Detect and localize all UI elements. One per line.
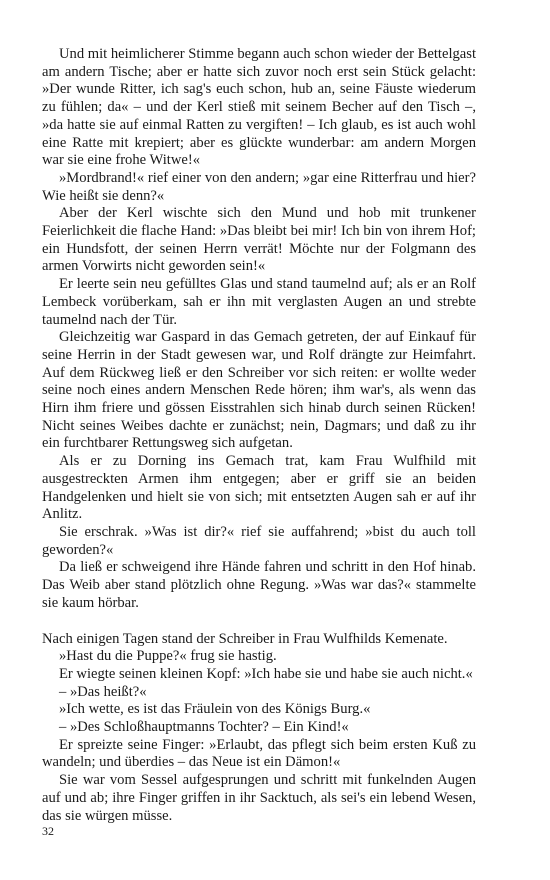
- page-number: 32: [42, 824, 54, 838]
- paragraph: Er spreizte seine Finger: »Erlaubt, das pflegt sich beim ersten Kuß zu wandeln; und überdies – das Neue ist ein Dämon!«: [42, 736, 476, 771]
- paragraph: Und mit heimlicherer Stimme begann auch schon wieder der Bettelgast am andern Tische; aber er hatte sich zuvor noch erst sein Stück gelacht: »Der wunde Ritter, ich sag's euch schon, hub an, seine Fäuste wiederum zu fühlen; da« – und der Kerl stieß mit seinem Becher auf den Tisch –, »da hatte sie auf einmal Ratten zu vergiften! – Ich glaub, es ist auch wohl eine Ratte mit krepiert; aber es glückte wunderbar: am andern Morgen war sie eine frohe Witwe!«: [42, 46, 477, 169]
- paragraph: »Hast du die Puppe?« frug sie hastig.: [59, 648, 277, 665]
- paragraph: Als er zu Dorning ins Gemach trat, kam Frau Wulfhild mit ausgestreckten Armen ihm entgegen; aber er griff sie an beiden Handgelenken und hielt sie von sich; mit entsetzten Augen sah er auf ihr Anlitz.: [42, 453, 476, 523]
- book-page: [42, 46, 476, 826]
- paragraph: »Mordbrand!« rief einer von den andern; »gar eine Ritterfrau und hier? Wie heißt sie denn?«: [42, 169, 476, 204]
- paragraph: Sie erschrak. »Was ist dir?« rief sie auffahrend; »bist du auch toll geworden?«: [42, 523, 476, 558]
- paragraph: Da ließ er schweigend ihre Hände fahren und schritt in den Hof hinab. Das Weib aber stand plötzlich ohne Regung. »Was war das?« stammelte sie kaum hörbar.: [42, 559, 476, 611]
- body-text: [42, 46, 476, 825]
- paragraph: Er leerte sein neu gefülltes Glas und stand taumelnd auf; als er an Rolf Lembeck vorüberkam, sah er ihn mit verglasten Augen an und strebte taumelnd nach der Tür.: [42, 276, 476, 328]
- paragraph: – »Das heißt?«: [59, 683, 147, 700]
- paragraph: – »Des Schloßhauptmanns Tochter? – Ein Kind!«: [59, 719, 349, 736]
- paragraph: Sie war vom Sessel aufgesprungen und schritt mit funkelnden Augen auf und ab; ihre Finger griffen in ihr Sacktuch, als sei's ein lebend Wesen, das sie würgen müsse.: [42, 772, 476, 824]
- paragraph: Gleichzeitig war Gaspard in das Gemach getreten, der auf Einkauf für seine Herrin in der Stadt gewesen war, und Rolf drängte zur Heimfahrt. Auf dem Rückweg ließ er den Schreiber vor sich reiten: er wollte weder seine noch eines andern Menschen Rede hören; ihm war's, als wenn das Hirn ihm friere und gössen Eisstrahlen sich hinab durch seinen Rücken! Nicht seines Weibes dachte er zunächst; nein, Dagmars; und daß zu ihr ein furchtbarer Rettungsweg sich aufgetan.: [42, 329, 476, 452]
- paragraph: Aber der Kerl wischte sich den Mund und hob mit trunkener Feierlichkeit die flache Hand: »Das bleibt bei mir! Ich bin von ihrem Hof; ein Hundsfott, der seinen Herrn verrät! Möchte nur der Folgmann des armen Vorwirts nicht geworden sein!«: [42, 205, 476, 275]
- section-break: [42, 613, 476, 631]
- paragraph: Er wiegte seinen kleinen Kopf: »Ich habe sie und habe sie auch nicht.«: [59, 665, 473, 682]
- paragraph: »Ich wette, es ist das Fräulein von des Königs Burg.«: [59, 701, 371, 718]
- paragraph: Nach einigen Tagen stand der Schreiber in Frau Wulfhilds Kemenate.: [42, 630, 448, 647]
